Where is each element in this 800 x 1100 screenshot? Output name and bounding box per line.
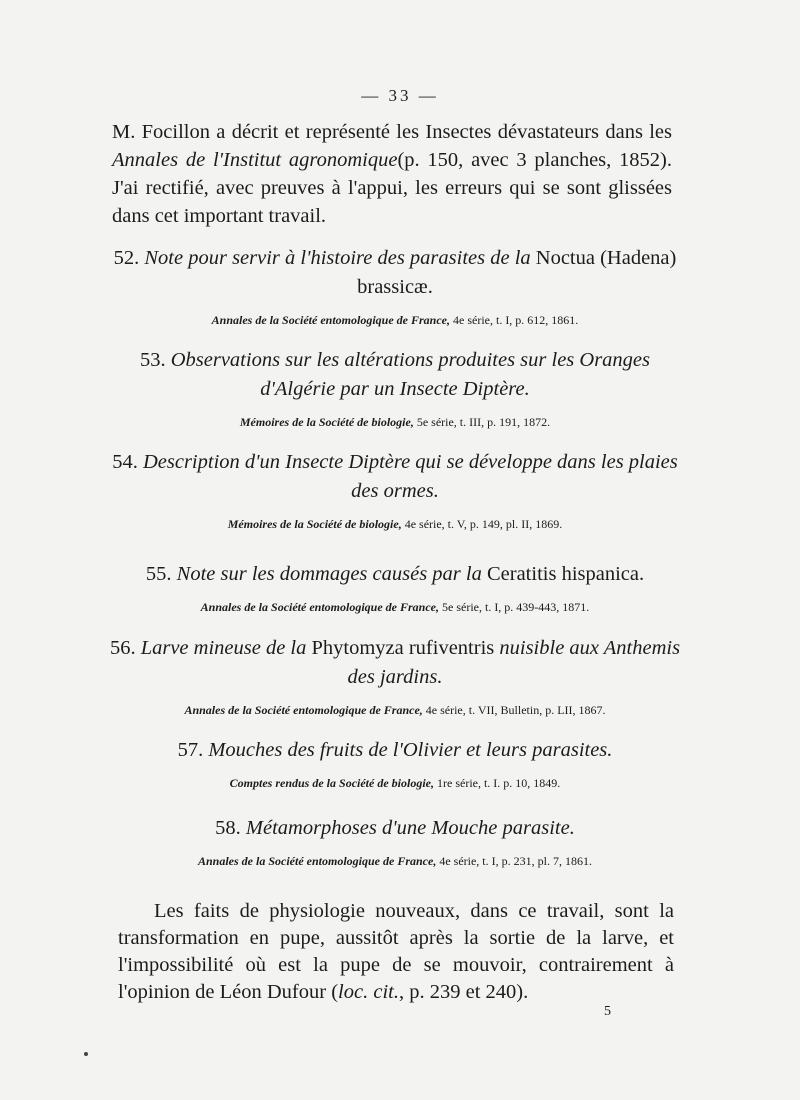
entry-title-italic: Mouches des fruits de l'Olivier et leurs parasites. bbox=[208, 739, 613, 761]
entry-citation bbox=[100, 414, 690, 430]
entry-citation bbox=[100, 775, 690, 791]
citation-details: 4e série, t. V, p. 149, pl. II, 1869. bbox=[404, 517, 563, 531]
citation-details: 1re série, t. I. p. 10, 1849. bbox=[437, 776, 561, 790]
entry-title bbox=[100, 346, 690, 404]
bibliography-entry-57 bbox=[100, 736, 690, 791]
signature-mark: 5 bbox=[604, 1004, 611, 1019]
entry-title-italic: Métamorphoses d'une Mouche parasite. bbox=[245, 817, 575, 839]
citation-details: 5e série, t. I, p. 439-443, 1871. bbox=[442, 600, 590, 614]
citation-details: 4e série, t. I, p. 231, pl. 7, 1861. bbox=[439, 854, 592, 868]
entry-title-italic-end: nuisible aux Anthemis des jardins. bbox=[347, 637, 681, 688]
entry-title-italic: Observations sur les altérations produites sur les Oranges d'Algérie par un Insecte Diptère. bbox=[170, 349, 651, 400]
citation-details: 5e série, t. III, p. 191, 1872. bbox=[416, 415, 551, 429]
entry-citation bbox=[100, 702, 690, 718]
closing-text-start: Les faits de physiologie nouveaux, dans ce travail, sont la transformation en pupe, aussitôt après la sortie de la larve, et l'impossibilité où est la pupe de se mouvoir, contrairement à l'opinion de Léon Dufour ( bbox=[118, 900, 674, 1003]
page-number: — 33 — bbox=[361, 86, 439, 105]
closing-paragraph bbox=[118, 898, 674, 1006]
bibliography-entry-54 bbox=[100, 448, 690, 532]
entry-number: 58. bbox=[215, 817, 241, 839]
entry-title-italic: Description d'un Insecte Diptère qui se développe dans les plaies des ormes. bbox=[142, 451, 678, 502]
intro-journal-title: Annales de l'Institut agronomique bbox=[112, 149, 398, 171]
entry-title-roman: Phytomyza rufiventris bbox=[311, 637, 495, 659]
entry-title bbox=[100, 560, 690, 589]
citation-journal: Mémoires de la Société de biologie, bbox=[239, 415, 414, 429]
entry-citation bbox=[100, 312, 690, 328]
entry-title bbox=[100, 736, 690, 765]
intro-text-start: M. Focillon a décrit et représenté les Insectes dévastateurs dans les bbox=[112, 121, 672, 143]
citation-journal: Annales de la Société entomologique de France, bbox=[211, 313, 450, 327]
citation-details: 4e série, t. I, p. 612, 1861. bbox=[453, 313, 579, 327]
entry-title bbox=[100, 244, 690, 302]
closing-loc-cit: loc. cit. bbox=[338, 981, 399, 1003]
intro-paragraph bbox=[112, 118, 672, 230]
entry-title bbox=[100, 448, 690, 506]
bibliography-entry-55 bbox=[100, 560, 690, 615]
entry-number: 52. bbox=[113, 247, 140, 269]
entry-citation bbox=[100, 853, 690, 869]
entry-number: 57. bbox=[177, 739, 204, 761]
entry-title-roman: Noctua (Hadena) brassicæ. bbox=[357, 247, 677, 298]
bibliography-entry-53 bbox=[100, 346, 690, 430]
citation-journal: Mémoires de la Société de biologie, bbox=[227, 517, 402, 531]
paper-speck bbox=[84, 1052, 88, 1056]
bibliography-entry-52 bbox=[100, 244, 690, 328]
citation-details: 4e série, t. VII, Bulletin, p. LII, 1867. bbox=[425, 703, 606, 717]
citation-journal: Annales de la Société entomologique de France, bbox=[200, 600, 439, 614]
entry-citation bbox=[100, 599, 690, 615]
entry-number: 56. bbox=[109, 637, 136, 659]
entry-title-italic: Note sur les dommages causés par la bbox=[176, 563, 482, 585]
citation-journal: Comptes rendus de la Société de biologie, bbox=[229, 776, 434, 790]
entry-title bbox=[100, 814, 690, 843]
entry-number: 53. bbox=[139, 349, 166, 371]
entry-number: 54. bbox=[112, 451, 138, 473]
bibliography-entry-56 bbox=[100, 634, 690, 718]
closing-text-end: , p. 239 et 240). bbox=[398, 981, 529, 1003]
entry-title-italic: Note pour servir à l'histoire des parasites de la bbox=[144, 247, 531, 269]
entry-number: 55. bbox=[145, 563, 172, 585]
bibliography-entry-58 bbox=[100, 814, 690, 869]
entry-title bbox=[100, 634, 690, 692]
citation-journal: Annales de la Société entomologique de France, bbox=[184, 703, 423, 717]
entry-citation bbox=[100, 516, 690, 532]
entry-title-roman: Ceratitis hispanica. bbox=[486, 563, 645, 585]
citation-journal: Annales de la Société entomologique de France, bbox=[198, 854, 437, 868]
intro-text-end: (p. 150, avec 3 planches, 1852). J'ai rectifié, avec preuves à l'appui, les erreurs qui se sont glissées dans cet important travail. bbox=[112, 149, 672, 227]
entry-title-italic: Larve mineuse de la bbox=[140, 637, 307, 659]
